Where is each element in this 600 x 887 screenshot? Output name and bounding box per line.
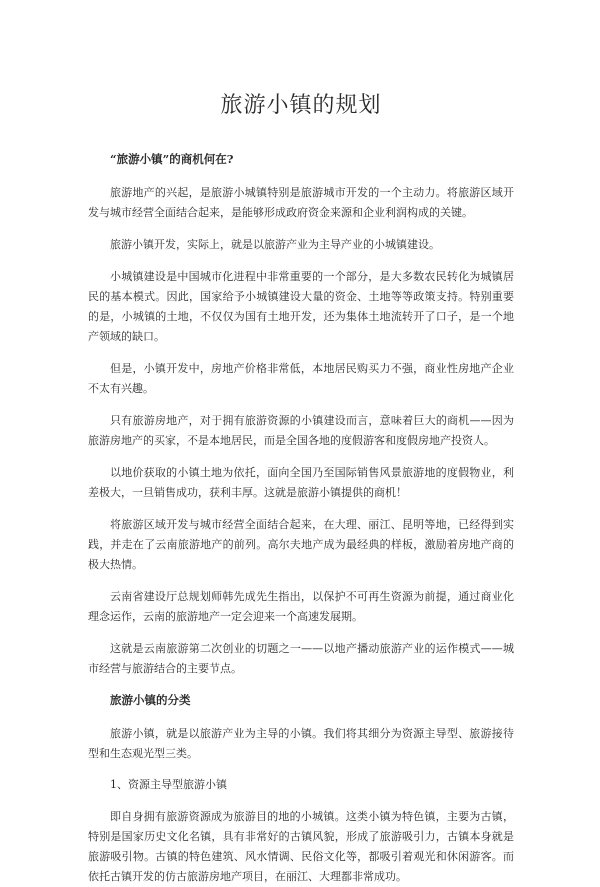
- paragraph: 小城镇建设是中国城市化进程中非常重要的一个部分，是大多数农民转化为城镇居民的基本模式。因此，国家给予小城镇建设大量的资金、土地等等政策支持。特别重要的是，小城镇的土地，不仅仅为国有土地开发，还为集体土地流转开了口子，是一个地产领域的缺口。: [88, 270, 514, 343]
- paragraph: 这就是云南旅游第二次创业的切题之一——以地产播动旅游产业的运作模式——城市经营与旅游结合的主要节点。: [88, 642, 514, 675]
- paragraph: 以地价获取的小镇土地为依托，面向全国乃至国际销售风景旅游地的度假物业，利差极大，一旦销售成功，获利丰厚。这就是旅游小镇提供的商机！: [88, 466, 514, 499]
- document-title: 旅游小镇的规划: [220, 93, 382, 118]
- paragraph: 即自身拥有旅游资源成为旅游目的地的小城镇。这类小镇为特色镇，主要为古镇，特别是国家历史文化名镇，具有非常好的古镇风貌，形成了旅游吸引力，古镇本身就是旅游吸引物。古镇的特色建筑、风水情调、民俗文化等，都吸引着观光和休闲游客。而依托古镇开发的仿古旅游房地产项目，在丽江、大理都非常成功。: [88, 810, 514, 883]
- paragraph: 将旅游区域开发与城市经营全面结合起来，在大理、丽江、昆明等地，已经得到实践，并走在了云南旅游地产的前列。高尔夫地产成为最经典的样板，激励着房地产商的极大热情。: [88, 518, 514, 571]
- paragraph: 旅游小镇开发，实际上，就是以旅游产业为主导产业的小城镇建设。: [110, 238, 440, 251]
- paragraph: 但是，小镇开发中，房地产价格非常低，本地居民购买力不强，商业性房地产企业不太有兴趣。: [88, 362, 514, 395]
- section-heading-opportunity: “旅游小镇”的商机何在?: [110, 152, 234, 166]
- subsection-heading: 1、资源主导型旅游小镇: [110, 778, 227, 791]
- paragraph: 只有旅游房地产，对于拥有旅游资源的小镇建设而言，意味着巨大的商机——因为旅游房地产的买家，不是本地居民，而是全国各地的度假游客和度假房地产投资人。: [88, 414, 514, 447]
- paragraph: 云南省建设厅总规划师韩先成先生指出，以保护不可再生资源为前提，通过商业化理念运作，云南的旅游地产一定会迎来一个高速发展期。: [88, 590, 514, 623]
- paragraph: 旅游小镇，就是以旅游产业为主导的小镇。我们将其细分为资源主导型、旅游接待型和生态观光型三类。: [88, 727, 514, 760]
- paragraph: 旅游地产的兴起，是旅游小城镇特别是旅游城市开发的一个主动力。将旅游区域开发与城市经营全面结合起来，是能够形成政府资金来源和企业利润构成的关键。: [88, 186, 514, 219]
- section-heading-classification: 旅游小镇的分类: [110, 693, 191, 707]
